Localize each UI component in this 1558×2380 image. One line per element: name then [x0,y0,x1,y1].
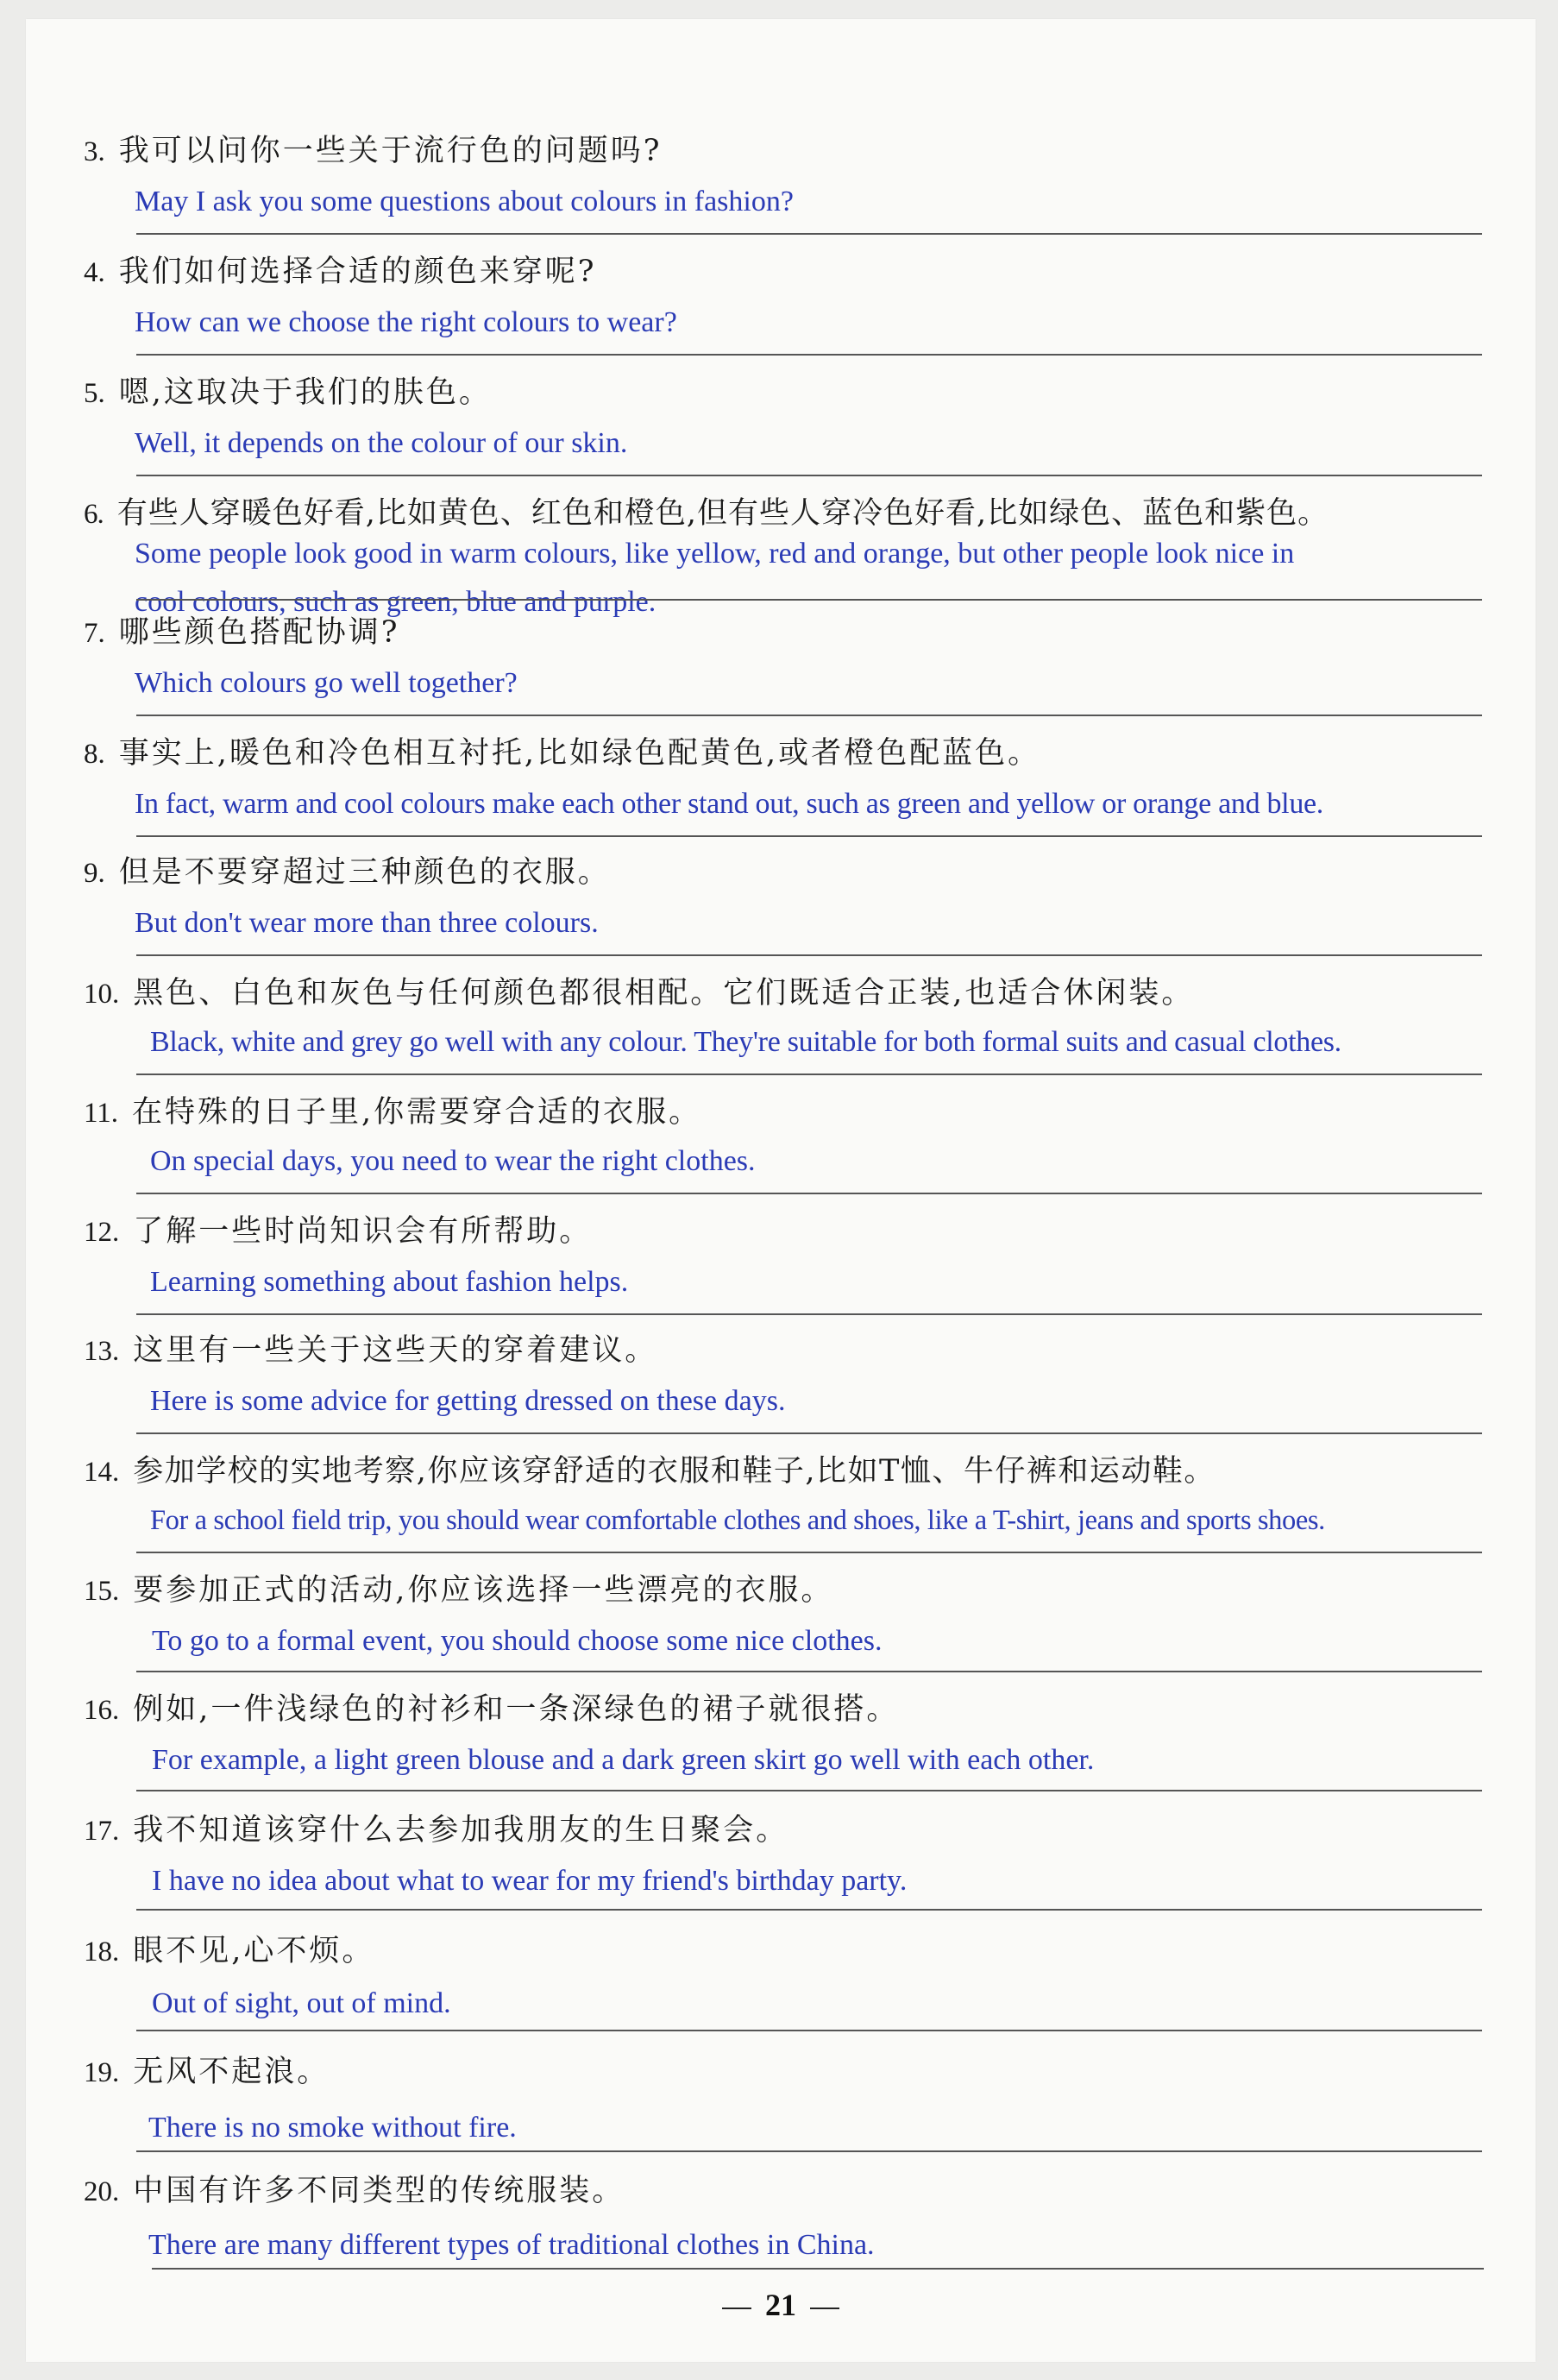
question-row [84,1332,657,1369]
answer-line [136,599,1482,601]
answer-line [136,1790,1482,1791]
question-row [84,1933,374,1970]
question-row [84,133,663,170]
english-answer: Out of sight, out of mind. [152,1987,451,2019]
chinese-sentence: 有些人穿暖色好看,比如黄色、红色和橙色,但有些人穿冷色好看,比如绿色、蓝色和紫色。 [116,496,1329,531]
answer-line [136,1432,1482,1434]
item-number: 11. [84,1098,119,1129]
item-number: 6. [84,499,104,530]
question-row [84,614,400,652]
chinese-sentence: 这里有一些关于这些天的穿着建议。 [133,1333,658,1368]
answer-line [136,1671,1482,1672]
item-number: 8. [84,739,105,770]
question-row [84,2054,330,2091]
english-answer: May I ask you some questions about colours in fashion? [135,186,794,217]
answer-line [136,835,1482,837]
item-number: 5. [84,378,105,409]
english-answer: Some people look good in warm colours, like yellow, red and orange, but other people look nice in [135,538,1295,570]
question-row [84,1572,833,1609]
answer-line [152,2268,1484,2270]
answer-line [136,2030,1482,2031]
item-number: 10. [84,979,120,1010]
chinese-sentence: 嗯,这取决于我们的肤色。 [118,375,492,410]
answer-line [136,475,1482,476]
english-answer: Black, white and grey go well with any colour. They're suitable for both formal suits and casual clothes. [150,1026,1341,1058]
answer-line [136,1552,1482,1553]
english-answer: There is no smoke without fire. [148,2112,517,2144]
answer-line [136,233,1482,235]
item-number: 9. [84,858,105,889]
item-number: 4. [84,257,105,288]
chinese-sentence: 例如,一件浅绿色的衬衫和一条深绿色的裙子就很搭。 [133,1692,900,1727]
answer-line [136,1313,1482,1315]
item-number: 17. [84,1816,120,1847]
english-answer: There are many different types of traditional clothes in China. [148,2229,875,2261]
chinese-sentence: 我不知道该穿什么去参加我朋友的生日聚会。 [133,1813,789,1848]
chinese-sentence: 无风不起浪。 [133,2055,330,2089]
question-row [84,1453,1216,1490]
chinese-sentence: 在特殊的日子里,你需要穿合适的衣服。 [132,1095,702,1130]
chinese-sentence: 事实上,暖色和冷色相互衬托,比如绿色配黄色,或者橙色配蓝色。 [118,736,1041,771]
chinese-sentence: 我们如何选择合适的颜色来穿呢? [118,255,597,289]
question-row [84,1691,899,1728]
question-row [84,2173,625,2210]
chinese-sentence: 黑色、白色和灰色与任何颜色都很相配。它们既适合正装,也适合休闲装。 [133,976,1195,1011]
english-answer: I have no idea about what to wear for my friend's birthday party. [152,1865,908,1897]
answer-line [136,2150,1482,2152]
page-number: 21 [765,2288,796,2322]
english-answer: Here is some advice for getting dressed on these days. [150,1385,786,1417]
chinese-sentence: 要参加正式的活动,你应该选择一些漂亮的衣服。 [133,1573,834,1608]
english-answer: In fact, warm and cool colours make each other stand out, such as green and yellow or orange and blue. [135,788,1324,820]
item-number: 15. [84,1576,120,1607]
item-number: 7. [84,618,105,649]
english-answer: Learning something about fashion helps. [150,1266,629,1298]
worksheet-page [26,19,1536,2362]
item-number: 20. [84,2176,120,2207]
chinese-sentence: 中国有许多不同类型的传统服装。 [133,2174,625,2208]
answer-line [136,954,1482,956]
page-number-footer [26,2287,1536,2323]
chinese-sentence: 了解一些时尚知识会有所帮助。 [133,1214,593,1249]
answer-line [136,1193,1482,1194]
item-number: 19. [84,2057,120,2088]
item-number: 16. [84,1695,120,1726]
question-row [84,495,1329,532]
english-answer: Which colours go well together? [135,667,518,699]
question-row [84,1812,788,1849]
chinese-sentence: 但是不要穿超过三种颜色的衣服。 [118,855,611,890]
answer-line [136,715,1482,716]
footer-dash-right [810,2308,839,2309]
question-row [84,854,611,891]
chinese-sentence: 我可以问你一些关于流行色的问题吗? [118,134,663,168]
item-number: 12. [84,1217,120,1248]
english-answer-continued: cool colours, such as green, blue and purple. [135,586,656,618]
english-answer: To go to a formal event, you should choose some nice clothes. [152,1625,883,1657]
footer-dash-left [722,2308,751,2309]
chinese-sentence: 哪些颜色搭配协调? [118,615,400,650]
item-number: 3. [84,136,105,167]
english-answer: But don't wear more than three colours. [135,907,599,939]
question-row [84,375,492,412]
english-answer: For a school field trip, you should wear comfortable clothes and shoes, like a T-shirt, jeans and sports shoes. [150,1505,1325,1536]
item-number: 14. [84,1457,120,1488]
answer-line [136,1909,1482,1911]
chinese-sentence: 参加学校的实地考察,你应该穿舒适的衣服和鞋子,比如T恤、牛仔裤和运动鞋。 [133,1454,1216,1489]
item-number: 18. [84,1936,120,1968]
item-number: 13. [84,1336,120,1367]
english-answer: For example, a light green blouse and a dark green skirt go well with each other. [152,1744,1095,1776]
question-row [84,975,1194,1012]
english-answer: On special days, you need to wear the right clothes. [150,1145,756,1177]
question-row [84,1094,701,1131]
question-row [84,1213,592,1250]
question-row [84,254,597,291]
english-answer: How can we choose the right colours to wear? [135,306,677,338]
english-answer: Well, it depends on the colour of our skin. [135,427,628,459]
chinese-sentence: 眼不见,心不烦。 [133,1934,375,1968]
answer-line [136,1074,1482,1075]
question-row [84,735,1040,772]
answer-line [136,354,1482,356]
